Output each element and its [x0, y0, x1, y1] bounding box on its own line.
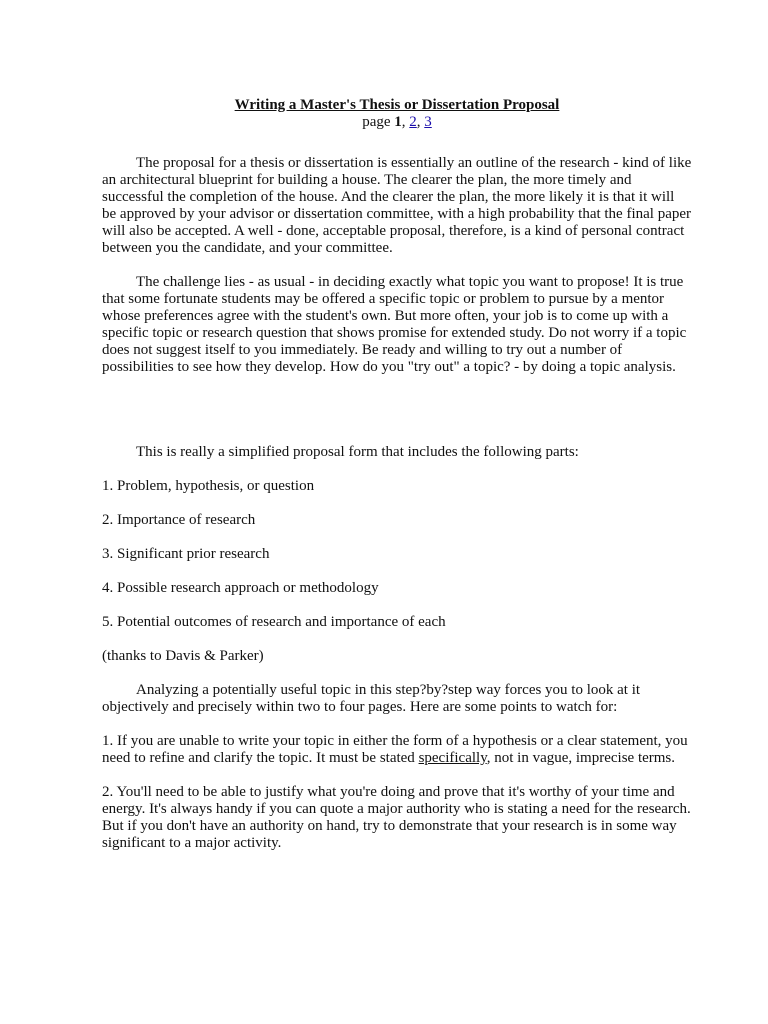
list-item: 5. Potential outcomes of research and importance of each — [102, 614, 446, 630]
list-item: 4. Possible research approach or methodology — [102, 580, 379, 596]
point-item-1 — [102, 733, 692, 767]
pager-prefix: page — [362, 114, 395, 130]
pager-current-page: 1 — [394, 114, 402, 130]
pager-link-page-3[interactable]: 3 — [424, 114, 432, 130]
paragraph-proposal-form: This is really a simplified proposal form that includes the following parts: — [136, 444, 579, 460]
pager-separator: , — [416, 114, 425, 130]
point-text: 1. If you are unable to write your topic in either the form of a hypothesis or a clear statement, you need to refine and clarify the topic. It must be stated — [102, 733, 688, 766]
emphasis-text: specifically — [418, 750, 487, 766]
pager-link-page-2[interactable]: 2 — [409, 114, 417, 130]
point-item-2: 2. You'll need to be able to justify what you're doing and prove that it's worthy of your time and energy. It's always handy if you can quote a major authority who is stating a need for the research. But if you don't have an authority on hand, try to demonstrate that your research is in some way significant to a major activity. — [102, 784, 691, 851]
pager-separator: , — [401, 114, 410, 130]
credit-line: (thanks to Davis & Parker) — [102, 648, 264, 664]
document-title: Writing a Master's Thesis or Dissertation Proposal — [234, 97, 560, 113]
paragraph-analysis: Analyzing a potentially useful topic in this step?by?step way forces you to look at it objectively and precisely within two to four pages. Here are some points to watch for: — [102, 682, 641, 715]
document-page — [102, 96, 692, 869]
page-navigation — [102, 114, 692, 131]
list-item: 2. Importance of research — [102, 512, 256, 528]
point-text: , not in vague, imprecise terms. — [486, 750, 676, 766]
list-item: 1. Problem, hypothesis, or question — [102, 478, 315, 494]
paragraph-challenge: The challenge lies - as usual - in deciding exactly what topic you want to propose! It is true that some fortunate students may be offered a specific topic or problem to pursue by a mentor whose preferences agree with the student's own. But more often, your job is to come up with a specific topic or research question that shows promise for extended study. Do not worry if a topic does not suggest itself to you immediately. Be ready and willing to try out a number of possibilities to see how they develop. How do you "try out" a topic? - by doing a topic analysis. — [102, 274, 687, 375]
list-item: 3. Significant prior research — [102, 546, 270, 562]
paragraph-intro: The proposal for a thesis or dissertation is essentially an outline of the research - kind of like an architectural blueprint for building a house. The clearer the plan, the more timely and successful the completion of the house. And the clearer the plan, the more likely it is that it will be approved by your advisor or dissertation committee, with a high probability that the final paper will also be accepted. A well - done, acceptable proposal, therefore, is a kind of personal contract between you the candidate, and your committee. — [102, 155, 692, 256]
